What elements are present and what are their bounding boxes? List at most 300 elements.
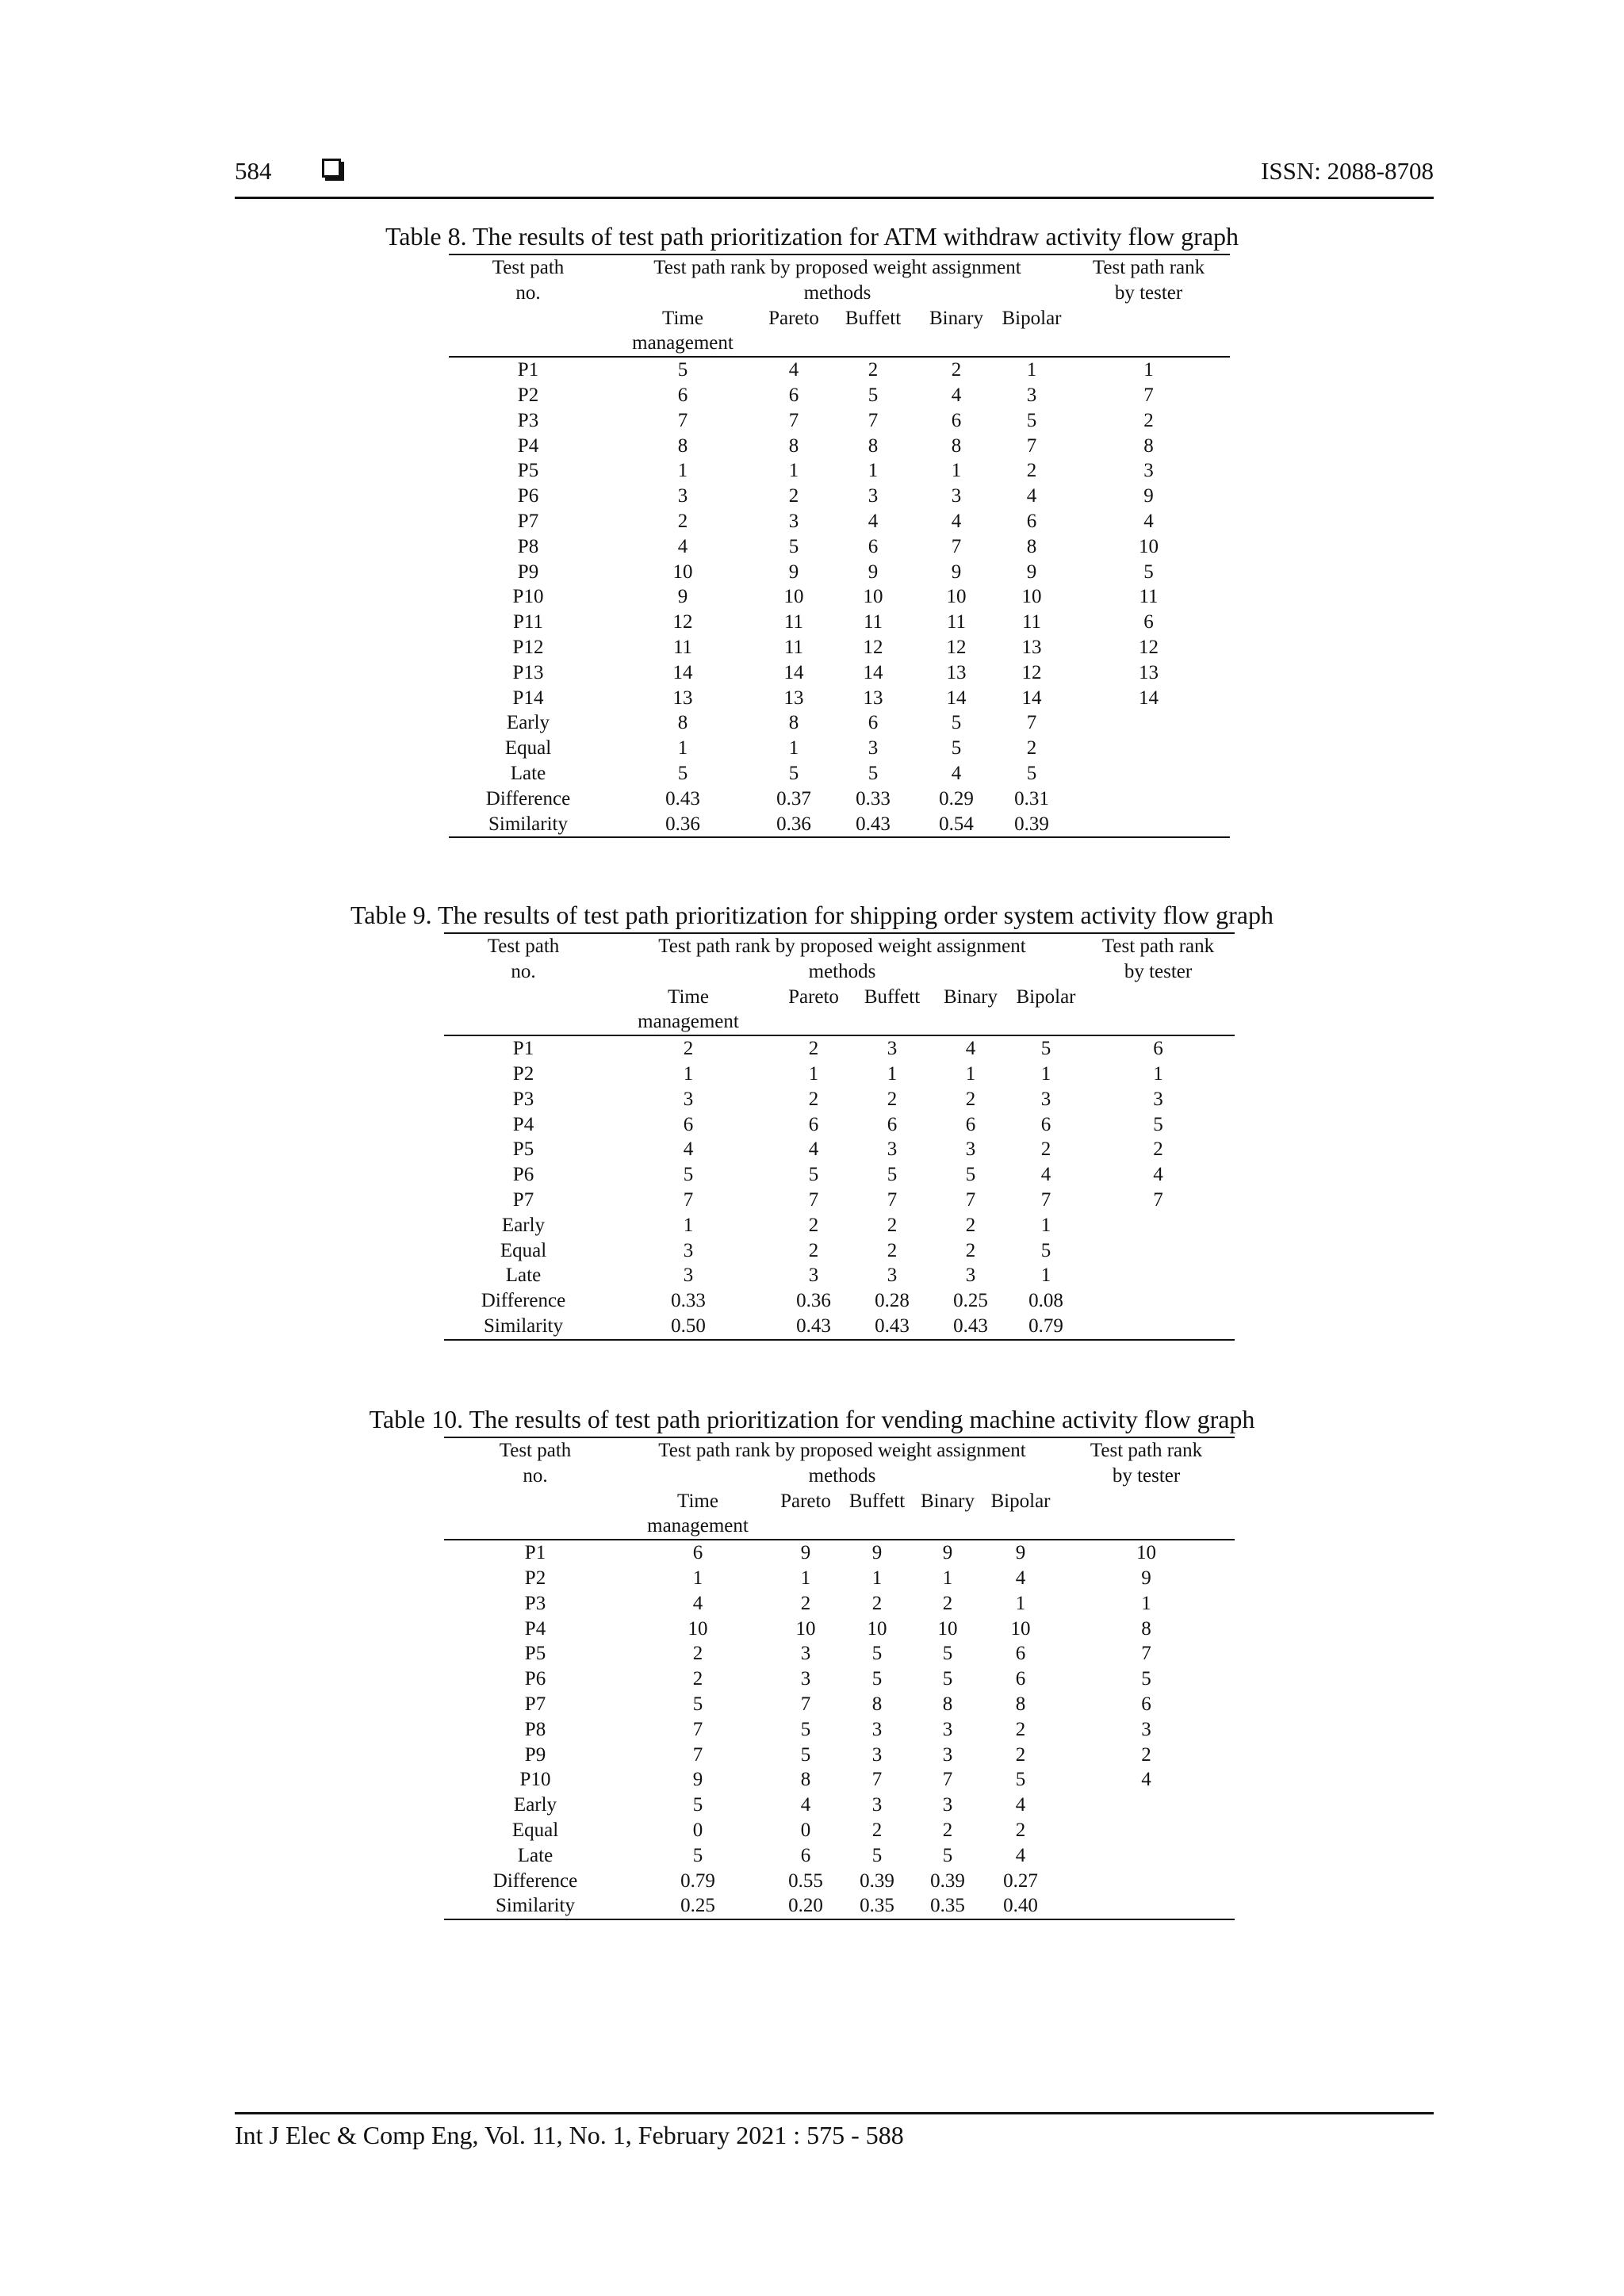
col-header-method: Buffett	[853, 985, 931, 1036]
table-cell: 7	[692, 1743, 703, 1766]
table-cell: 4	[965, 1038, 976, 1060]
row-label: P1	[512, 1038, 534, 1060]
table-cell: 7	[942, 1769, 953, 1791]
col-header-methods: Test path rank by proposed weight assignment methods	[607, 254, 1067, 306]
table-cell: 5	[692, 1844, 703, 1866]
table-cell: 11	[672, 636, 693, 658]
table-cell: 14	[1139, 687, 1159, 709]
table-cell: 4	[1141, 1769, 1151, 1791]
table-cell: 0.33	[856, 787, 891, 809]
table-cell: 6	[677, 384, 688, 406]
table-cell: 2	[1153, 1138, 1163, 1161]
table-cell: 14	[672, 661, 693, 683]
table-cell: 1	[1015, 1592, 1026, 1614]
col-header-methods: Test path rank by proposed weight assignment methods	[603, 933, 1082, 985]
row-label: P9	[524, 1743, 546, 1766]
header-row	[449, 254, 1230, 306]
table-cell	[1058, 1793, 1235, 1818]
row-label: P1	[517, 359, 539, 381]
table-cell: 0.43	[829, 812, 917, 838]
table-cell	[1082, 1288, 1235, 1314]
row-label: P6	[524, 1668, 546, 1690]
table-cell: 13	[863, 687, 883, 709]
table-cell: 8	[788, 434, 799, 457]
table-cell: 2	[800, 1592, 811, 1614]
col-header-method: Binary	[917, 306, 996, 358]
table-row	[449, 686, 1230, 711]
table-cell: 5	[942, 1668, 953, 1690]
table-cell: 12	[1139, 636, 1159, 658]
table-cell: 12	[863, 636, 883, 658]
table-cell: 4	[1015, 1844, 1026, 1866]
table-cell: 2	[788, 485, 799, 507]
table-cell: 7	[887, 1188, 898, 1211]
table-cell: 0.39	[930, 1869, 965, 1892]
table-cell: 1	[868, 460, 879, 482]
table-cell: 6	[887, 1113, 898, 1135]
square-bullet-icon	[322, 159, 341, 178]
table-row	[449, 635, 1230, 660]
table-cell: 7	[692, 1718, 703, 1740]
row-label: Similarity	[444, 1314, 603, 1340]
table-cell: 2	[1040, 1138, 1051, 1161]
table-row	[449, 736, 1230, 761]
table-cell: 2	[808, 1088, 819, 1110]
table-cell: 0.40	[983, 1893, 1058, 1919]
table-cell: 5	[951, 737, 962, 760]
table-cell: 0.08	[1028, 1290, 1063, 1312]
table-cell: 5	[951, 712, 962, 734]
row-label: Equal	[504, 737, 552, 760]
table-cell: 2	[965, 1214, 976, 1236]
row-label: P3	[512, 1088, 534, 1110]
table-cell: 4	[1153, 1164, 1163, 1186]
col-header-method: Buffett	[842, 1489, 912, 1540]
col-header-method: Binary	[931, 985, 1010, 1036]
table-cell: 0.36	[758, 812, 829, 838]
row-label: Early	[506, 712, 550, 734]
table-cell: 3	[951, 485, 962, 507]
table-cell: 0.79	[680, 1869, 715, 1892]
table-row	[444, 1869, 1235, 1894]
table-cell: 1	[871, 1567, 883, 1589]
table-cell: 1	[1153, 1062, 1163, 1085]
table-cell: 5	[1153, 1113, 1163, 1135]
table-cell: 7	[1141, 1643, 1151, 1665]
table-cell: 7	[868, 409, 879, 431]
table-row	[444, 1667, 1235, 1692]
table-cell: 2	[692, 1668, 703, 1690]
table-cell: 3	[868, 737, 879, 760]
table-cell: 3	[800, 1643, 811, 1665]
page-header	[235, 151, 1434, 199]
row-label: P5	[512, 1138, 534, 1161]
table-cell: 3	[942, 1743, 953, 1766]
table-cell	[1058, 1818, 1235, 1843]
table-cell: 13	[946, 661, 967, 683]
row-label: Difference	[485, 787, 571, 809]
table-cell: 2	[868, 359, 879, 381]
table-cell: 2	[808, 1214, 819, 1236]
table-row	[449, 484, 1230, 509]
table-cell: 3	[1153, 1088, 1163, 1110]
table-cell: 1	[942, 1567, 953, 1589]
table-cell: 1	[1040, 1062, 1051, 1085]
table-row	[444, 1692, 1235, 1717]
table-cell: 5	[800, 1718, 811, 1740]
table-cell: 1	[683, 1214, 694, 1236]
row-label: P2	[512, 1062, 534, 1085]
table-cell: 8	[1015, 1693, 1026, 1715]
table-cell: 0.37	[776, 787, 811, 809]
table-row	[449, 560, 1230, 585]
table-cell: 9	[868, 561, 879, 583]
table-cell: 1	[808, 1062, 819, 1085]
table-cell: 6	[1015, 1668, 1026, 1690]
table-cell: 6	[1141, 1693, 1151, 1715]
table-row	[449, 434, 1230, 459]
col-header-method: Bipolar	[983, 1489, 1058, 1540]
table-cell: 9	[942, 1542, 953, 1564]
table-cell: 6	[800, 1844, 811, 1866]
table-cell: 11	[863, 611, 883, 633]
table-cell: 0.33	[671, 1290, 706, 1312]
table-cell: 7	[1143, 384, 1154, 406]
table-cell: 8	[1026, 535, 1037, 557]
table-row	[444, 1288, 1235, 1314]
table-9	[444, 932, 1235, 1341]
table-cell: 4	[808, 1138, 819, 1161]
table-cell: 8	[788, 712, 799, 734]
row-label: P3	[517, 409, 539, 431]
table-cell: 2	[1141, 1743, 1151, 1766]
table-cell: 5	[1143, 561, 1154, 583]
table-cell: 14	[1021, 687, 1042, 709]
table-cell: 5	[1015, 1769, 1026, 1791]
table-cell: 5	[788, 762, 799, 784]
table-cell: 11	[783, 636, 804, 658]
row-label: P10	[519, 1769, 551, 1791]
table-cell	[1082, 1314, 1235, 1340]
table-cell: 5	[868, 762, 879, 784]
table-row	[449, 534, 1230, 560]
table-row	[444, 1112, 1235, 1138]
table-cell: 2	[1026, 460, 1037, 482]
table-row	[444, 1641, 1235, 1667]
table-cell: 12	[672, 611, 693, 633]
journal-citation: Int J Elec & Comp Eng, Vol. 11, No. 1, February 2021 : 575 - 588	[235, 2121, 904, 2149]
table-cell: 7	[788, 409, 799, 431]
table-cell: 6	[1040, 1113, 1051, 1135]
col-header-method: Pareto	[758, 306, 829, 358]
table-cell: 5	[942, 1844, 953, 1866]
table-cell: 1	[965, 1062, 976, 1085]
table-cell: 0.27	[1003, 1869, 1038, 1892]
table-cell	[1082, 1263, 1235, 1288]
table-cell: 0.36	[796, 1290, 831, 1312]
row-label: Similarity	[444, 1893, 626, 1919]
header-row	[444, 933, 1235, 985]
table-cell: 1	[788, 737, 799, 760]
table-cell: 11	[946, 611, 967, 633]
row-label: Difference	[481, 1290, 566, 1312]
table-row	[449, 408, 1230, 434]
table-cell: 13	[783, 687, 804, 709]
table-cell: 8	[1141, 1617, 1151, 1640]
table-cell: 2	[1015, 1819, 1026, 1841]
table-cell: 14	[783, 661, 804, 683]
col-header-test-path: Test path no.	[444, 933, 603, 1035]
page-number: 584	[235, 157, 272, 185]
table-row	[444, 1238, 1235, 1264]
table-cell: 14	[863, 661, 883, 683]
row-label: Late	[510, 762, 546, 784]
row-label: P4	[512, 1113, 534, 1135]
table-cell: 5	[1026, 409, 1037, 431]
table-cell: 1	[788, 460, 799, 482]
row-label: P6	[517, 485, 539, 507]
table-cell: 1	[1141, 1592, 1151, 1614]
table-cell: 4	[1026, 485, 1037, 507]
table-cell: 0.35	[842, 1893, 912, 1919]
col-header-test-path: Test path no.	[444, 1437, 626, 1540]
row-label: P7	[517, 510, 539, 532]
table-cell	[1067, 710, 1230, 736]
table-cell: 2	[683, 1038, 694, 1060]
col-header-methods: Test path rank by proposed weight assignment methods	[626, 1437, 1058, 1489]
table-cell: 4	[951, 762, 962, 784]
row-label: P5	[524, 1643, 546, 1665]
table-cell: 1	[677, 737, 688, 760]
table-cell: 3	[1040, 1088, 1051, 1110]
table-cell: 14	[946, 687, 967, 709]
table-cell: 0.31	[1014, 787, 1049, 809]
table-cell: 0.39	[996, 812, 1067, 838]
row-label: P7	[512, 1188, 534, 1211]
table-cell	[1058, 1843, 1235, 1869]
row-label: P2	[524, 1567, 546, 1589]
table-cell: 9	[788, 561, 799, 583]
table-cell: 1	[677, 460, 688, 482]
table-cell: 11	[783, 611, 804, 633]
table-cell: 6	[1143, 611, 1154, 633]
table-row	[449, 610, 1230, 635]
table-cell: 0.43	[853, 1314, 931, 1340]
table-cell: 8	[677, 712, 688, 734]
col-header-tester: Test path rank by tester	[1067, 254, 1230, 357]
table-cell: 6	[965, 1113, 976, 1135]
table-cell: 0.39	[860, 1869, 894, 1892]
table-cell: 10	[795, 1617, 816, 1640]
table-cell: 3	[800, 1668, 811, 1690]
table-cell: 5	[942, 1643, 953, 1665]
table-cell: 2	[1143, 409, 1154, 431]
table-cell: 1	[951, 460, 962, 482]
table-cell: 2	[887, 1214, 898, 1236]
table-cell: 5	[1040, 1239, 1051, 1261]
table-cell: 9	[1015, 1542, 1026, 1564]
table-cell: 10	[1021, 586, 1042, 608]
table-cell: 3	[808, 1265, 819, 1287]
table-cell: 0.36	[607, 812, 758, 838]
table-cell: 0.55	[788, 1869, 823, 1892]
row-label: P7	[524, 1693, 546, 1715]
table-cell: 5	[1141, 1668, 1151, 1690]
table-cell	[1082, 1213, 1235, 1238]
row-label: Late	[517, 1844, 553, 1866]
table-cell: 5	[788, 535, 799, 557]
row-label: Early	[513, 1794, 557, 1816]
row-label: Similarity	[449, 812, 607, 838]
table-cell: 3	[887, 1038, 898, 1060]
table-cell	[1067, 736, 1230, 761]
table-cell: 7	[1153, 1188, 1163, 1211]
table-cell: 6	[1026, 510, 1037, 532]
row-label: P5	[517, 460, 539, 482]
table-cell: 5	[677, 359, 688, 381]
table-cell: 8	[942, 1693, 953, 1715]
table-cell: 6	[868, 712, 879, 734]
table-cell: 9	[800, 1542, 811, 1564]
row-label: P14	[512, 687, 544, 709]
col-header-method: Time management	[603, 985, 774, 1036]
table-cell: 2	[1015, 1718, 1026, 1740]
table-cell: 7	[800, 1693, 811, 1715]
page-footer	[235, 2112, 1434, 2150]
table-cell: 6	[868, 535, 879, 557]
table-cell: 10	[1010, 1617, 1031, 1640]
table-cell: 3	[965, 1265, 976, 1287]
table-row	[444, 1818, 1235, 1843]
table-cell: 4	[1015, 1567, 1026, 1589]
table-cell: 3	[1026, 384, 1037, 406]
table-cell: 7	[683, 1188, 694, 1211]
table-cell: 2	[965, 1088, 976, 1110]
table-10	[444, 1437, 1235, 1920]
table-cell: 0	[692, 1819, 703, 1841]
table-cell: 3	[887, 1138, 898, 1161]
table-cell: 5	[887, 1164, 898, 1186]
table-row	[449, 584, 1230, 610]
table-cell: 4	[692, 1592, 703, 1614]
table-cell: 4	[951, 510, 962, 532]
table-cell: 10	[1139, 535, 1159, 557]
table-cell: 6	[808, 1113, 819, 1135]
table-cell: 8	[800, 1769, 811, 1791]
table-row	[444, 1717, 1235, 1743]
table-cell: 2	[871, 1592, 883, 1614]
table-cell	[1067, 761, 1230, 786]
row-label: P1	[524, 1542, 546, 1564]
table-row	[444, 1137, 1235, 1162]
table-cell: 8	[868, 434, 879, 457]
table-cell: 9	[951, 561, 962, 583]
table-cell: 4	[1040, 1164, 1051, 1186]
col-header-method: Bipolar	[1010, 985, 1082, 1036]
table-cell: 3	[871, 1743, 883, 1766]
table-cell	[1067, 812, 1230, 838]
table-cell: 8	[951, 434, 962, 457]
table-cell: 1	[1143, 359, 1154, 381]
issn-label: ISSN: 2088-8708	[1261, 157, 1434, 185]
table-cell: 7	[808, 1188, 819, 1211]
row-label: Equal	[511, 1819, 559, 1841]
table-cell: 1	[1040, 1265, 1051, 1287]
table-cell: 10	[1136, 1542, 1157, 1564]
table-row	[444, 1062, 1235, 1087]
table-cell: 4	[868, 510, 879, 532]
table-cell: 7	[1026, 712, 1037, 734]
table-cell: 2	[1015, 1743, 1026, 1766]
header-row	[444, 1437, 1235, 1489]
table-cell: 0.25	[953, 1290, 988, 1312]
table-cell: 1	[1026, 359, 1037, 381]
table-cell: 1	[683, 1062, 694, 1085]
table-cell: 0.43	[931, 1314, 1010, 1340]
table-cell: 10	[946, 586, 967, 608]
table-cell: 5	[871, 1643, 883, 1665]
table-cell: 4	[800, 1794, 811, 1816]
row-label: P12	[512, 636, 544, 658]
col-header-test-path: Test path no.	[449, 254, 607, 357]
table-cell: 13	[672, 687, 693, 709]
table-cell: 5	[965, 1164, 976, 1186]
row-label: P4	[524, 1617, 546, 1640]
table-cell: 5	[808, 1164, 819, 1186]
row-label: P8	[524, 1718, 546, 1740]
table-cell: 11	[1021, 611, 1042, 633]
table-cell: 10	[783, 586, 804, 608]
table-cell: 5	[692, 1693, 703, 1715]
table-cell: 3	[683, 1088, 694, 1110]
table-row	[444, 1767, 1235, 1793]
table-cell: 0.79	[1010, 1314, 1082, 1340]
col-header-method: Buffett	[829, 306, 917, 358]
table-row	[444, 1263, 1235, 1288]
row-label: P2	[517, 384, 539, 406]
table-cell: 5	[683, 1164, 694, 1186]
table-cell: 10	[937, 1617, 958, 1640]
table-cell: 6	[951, 409, 962, 431]
table-cell: 2	[887, 1239, 898, 1261]
table-row	[449, 383, 1230, 408]
table-cell: 0.20	[769, 1893, 842, 1919]
table-10-caption: Table 10. The results of test path prioritization for vending machine activity flow graph	[369, 1405, 1255, 1433]
table-row	[449, 458, 1230, 484]
table-cell: 4	[788, 359, 799, 381]
table-cell: 10	[672, 561, 693, 583]
table-9-caption: Table 9. The results of test path prioritization for shipping order system activity flow graph	[350, 901, 1274, 929]
table-cell: 6	[1153, 1038, 1163, 1060]
table-cell: 9	[1141, 1567, 1151, 1589]
col-header-method: Time management	[626, 1489, 769, 1540]
table-cell: 2	[1026, 737, 1037, 760]
table-cell: 0	[800, 1819, 811, 1841]
table-row	[444, 1314, 1235, 1340]
table-8-caption: Table 8. The results of test path prioritization for ATM withdraw activity flow graph	[385, 222, 1239, 251]
table-cell: 3	[871, 1794, 883, 1816]
table-cell: 12	[1021, 661, 1042, 683]
table-cell: 0.35	[912, 1893, 983, 1919]
table-cell: 4	[683, 1138, 694, 1161]
table-row	[449, 812, 1230, 838]
table-cell: 4	[951, 384, 962, 406]
table-cell: 9	[1026, 561, 1037, 583]
table-cell: 3	[683, 1265, 694, 1287]
table-cell	[1082, 1238, 1235, 1264]
table-cell: 4	[1143, 510, 1154, 532]
table-cell: 6	[683, 1113, 694, 1135]
